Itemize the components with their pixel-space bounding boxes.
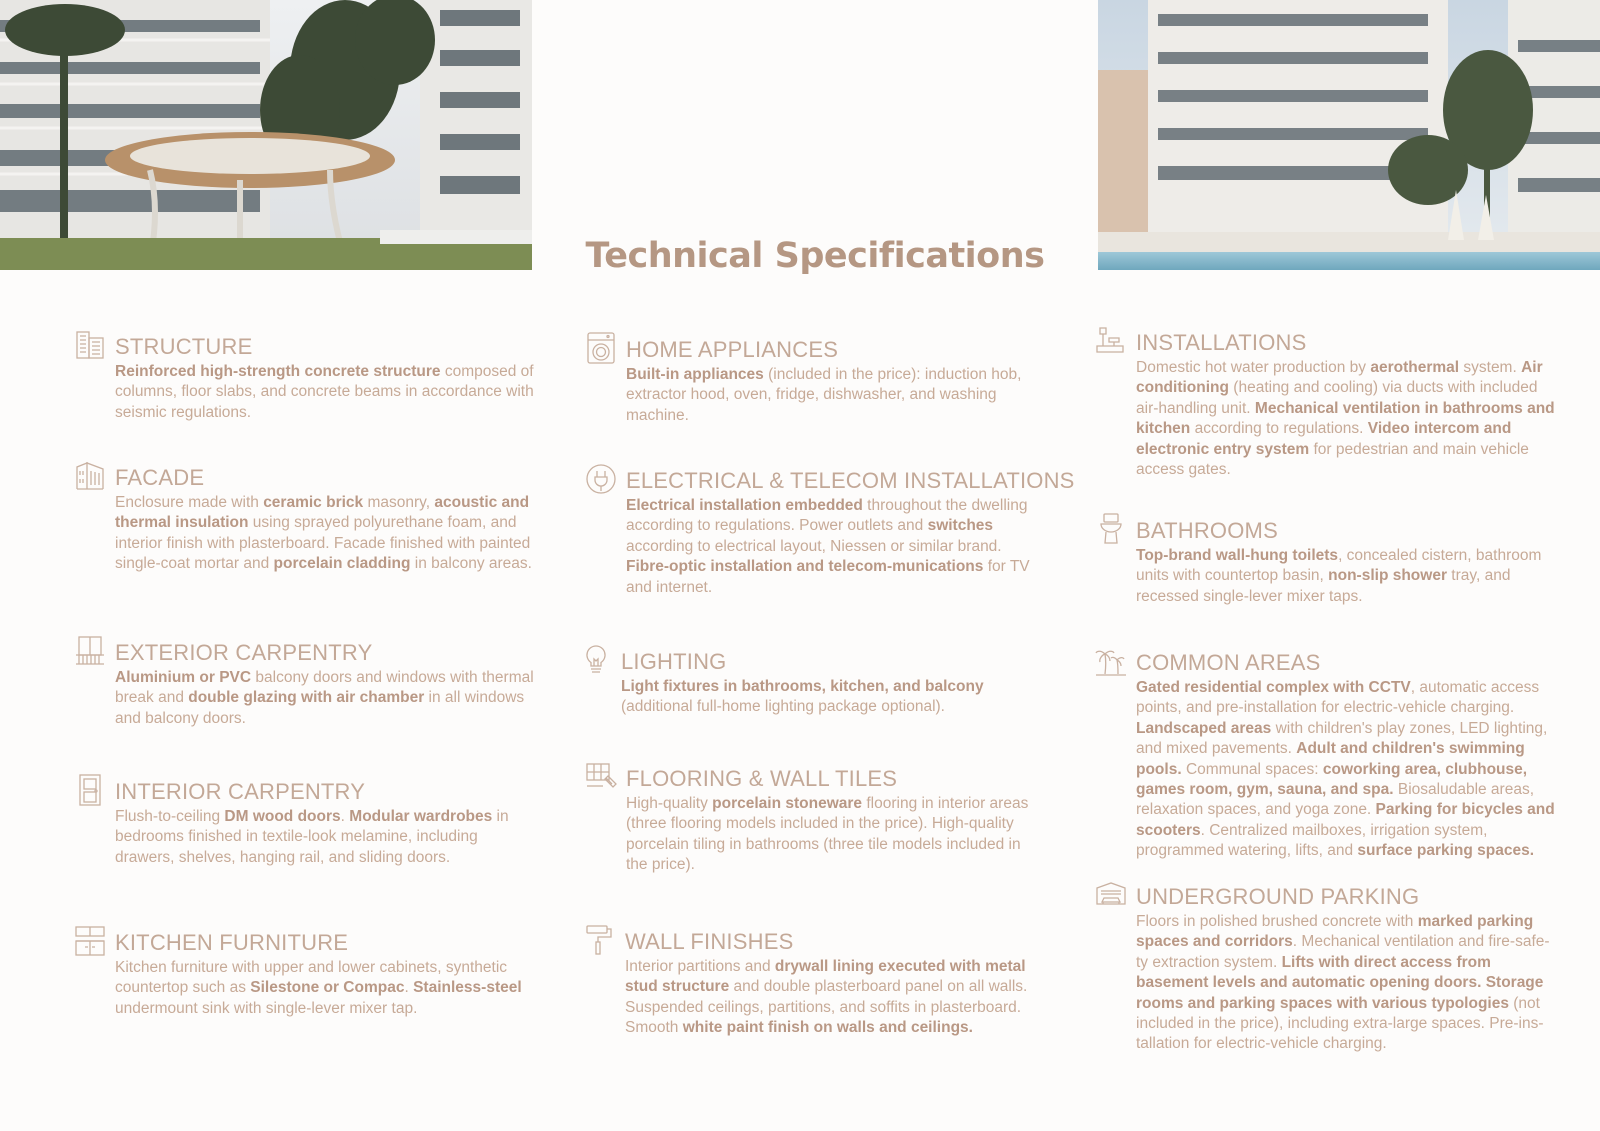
body-text: for TV and internet. xyxy=(626,558,1030,596)
body-emphasis: Landscaped areas xyxy=(1136,719,1272,737)
body-text: in all windows and balcony doors. xyxy=(115,689,525,727)
body-text: . xyxy=(404,979,414,997)
tiles-icon xyxy=(584,760,618,794)
section-body xyxy=(1136,678,1556,862)
body-emphasis: Silestone or Compac xyxy=(250,979,405,997)
section-installations xyxy=(1136,330,1556,480)
section-exterior-carpentry xyxy=(115,640,535,729)
body-text: (not included in the price), including extra-large spaces. Pre-ins-tallation for electric-vehicle charging. xyxy=(1136,994,1544,1053)
section-body xyxy=(1136,912,1556,1055)
section-title: ELECTRICAL & TELECOM INSTALLATIONS xyxy=(626,468,1075,493)
body-text: for pedestrian and main vehicle access gates. xyxy=(1136,440,1529,479)
section-body xyxy=(626,794,1046,876)
section-lighting xyxy=(621,649,1041,718)
body-emphasis: Mechanical ventilation in bathrooms and kitchen xyxy=(1136,399,1555,438)
section-home-appliances xyxy=(626,337,1046,426)
section-bathrooms xyxy=(1136,518,1556,607)
body-emphasis: Lifts with direct access from basement levels and automatic opening doors. Storage rooms and parking spaces with various typologies xyxy=(1136,953,1544,1012)
toilet-icon xyxy=(1094,512,1128,546)
section-title: INTERIOR CARPENTRY xyxy=(115,779,366,804)
pipes-icon xyxy=(1094,324,1128,358)
building-photo-left xyxy=(0,0,532,270)
section-interior-carpentry xyxy=(115,779,535,868)
body-emphasis: double glazing with air chamber xyxy=(188,689,425,707)
body-text: . Mechanical ventilation and fire-safe-ty extraction system. xyxy=(1136,933,1550,971)
body-emphasis: Aluminium or PVC xyxy=(115,669,252,686)
body-text: composed of columns, floor slabs, and concrete beams in accordance with seismic regulations. xyxy=(115,363,534,421)
page-title: Technical Specifications xyxy=(585,236,1045,276)
section-title: INSTALLATIONS xyxy=(1136,330,1307,355)
body-emphasis: Air conditioning xyxy=(1136,359,1543,397)
section-electrical xyxy=(626,468,1075,598)
section-title: HOME APPLIANCES xyxy=(626,337,839,362)
section-title: STRUCTURE xyxy=(115,334,253,359)
section-body xyxy=(626,365,1046,426)
body-emphasis: Gated residential complex with CCTV xyxy=(1136,679,1411,696)
section-body xyxy=(115,807,535,868)
body-text: masonry, xyxy=(363,494,435,511)
section-title: COMMON AREAS xyxy=(1136,650,1321,675)
body-emphasis: non-slip shower xyxy=(1328,567,1447,585)
section-facade xyxy=(115,465,535,575)
body-emphasis: marked parking spaces and corridors xyxy=(1136,913,1534,951)
body-emphasis: drywall lining executed with metal stud structure xyxy=(625,958,1026,996)
body-emphasis: acoustic and thermal insulation xyxy=(115,494,530,532)
body-emphasis: Fibre-optic installation and telecom-munications xyxy=(626,558,984,576)
body-text: High-quality xyxy=(626,795,713,812)
section-body xyxy=(115,493,535,575)
section-body xyxy=(626,496,1046,598)
body-emphasis: Top-brand wall-hung toilets xyxy=(1136,547,1339,564)
section-structure xyxy=(115,334,535,423)
section-title: KITCHEN FURNITURE xyxy=(115,930,349,955)
body-emphasis: Adult and children's swimming pools. xyxy=(1136,740,1525,778)
section-body xyxy=(115,958,535,1019)
body-text: Interior partitions and xyxy=(625,958,775,975)
body-text: . Centralized mailboxes, irrigation system, programmed watering, lifts, and xyxy=(1136,821,1488,860)
body-text: , automatic access points, and pre-installation for electric-vehicle charging. xyxy=(1136,679,1540,717)
body-text: according to electrical layout, Niessen or similar brand. xyxy=(626,537,1002,555)
body-text: Floors in polished brushed concrete with xyxy=(1136,913,1418,930)
section-common-areas xyxy=(1136,650,1556,862)
door-icon xyxy=(73,773,107,807)
body-text: (included in the price): induction hob, extractor hood, oven, fridge, dishwasher, and washing machine. xyxy=(626,366,1022,424)
section-body xyxy=(1136,358,1556,480)
section-title: UNDERGROUND PARKING xyxy=(1136,884,1420,909)
section-title: EXTERIOR CARPENTRY xyxy=(115,640,373,665)
body-text: in bedrooms finished in textile-look melamine, including drawers, shelves, hanging rail, and sliding doors. xyxy=(115,808,509,866)
body-text: Enclosure made with xyxy=(115,494,264,511)
body-emphasis: white paint finish on walls and ceilings. xyxy=(682,1019,973,1037)
body-emphasis: coworking area, clubhouse, games room, gym, sauna, and spa. xyxy=(1136,760,1528,799)
section-title: LIGHTING xyxy=(621,649,727,674)
section-title: WALL FINISHES xyxy=(625,929,794,954)
section-body xyxy=(621,677,1041,718)
body-text: flooring in interior areas (three flooring models included in the price). High-quality porcelain tiling in bathrooms (three tile models included in the price). xyxy=(626,795,1029,874)
building-grid-icon xyxy=(73,328,107,362)
body-text: undermount sink with single-lever mixer tap. xyxy=(115,999,418,1017)
section-title: FLOORING & WALL TILES xyxy=(626,766,898,791)
body-emphasis: Stainless-steel xyxy=(413,979,522,997)
body-text: balcony doors and windows with thermal break and xyxy=(115,669,534,707)
light-bulb-icon xyxy=(579,643,613,677)
section-title: FACADE xyxy=(115,465,205,490)
facade-icon xyxy=(73,459,107,493)
body-emphasis: Video intercom and electronic entry system xyxy=(1136,420,1512,458)
body-text: Flush-to-ceiling xyxy=(115,808,225,825)
body-emphasis: DM wood doors xyxy=(224,808,341,825)
body-text: in balcony areas. xyxy=(410,555,532,573)
kitchen-cabinet-icon xyxy=(73,924,107,958)
body-text: Domestic hot water production by xyxy=(1136,359,1371,376)
body-emphasis: Electrical installation embedded xyxy=(626,497,863,514)
body-emphasis: ceramic brick xyxy=(263,494,364,511)
body-text: according to regulations. xyxy=(1190,420,1368,438)
body-emphasis: aerothermal xyxy=(1370,359,1460,376)
body-text: Biosaludable areas, relaxation spaces, and yoga zone. xyxy=(1136,781,1535,819)
balcony-door-icon xyxy=(73,634,107,668)
section-kitchen-furniture xyxy=(115,930,535,1019)
section-flooring xyxy=(626,766,1046,876)
power-plug-icon xyxy=(584,462,618,496)
body-emphasis: Parking for bicycles and scooters xyxy=(1136,801,1555,839)
section-body xyxy=(1136,546,1556,607)
body-text: system. xyxy=(1459,359,1522,376)
body-emphasis: surface parking spaces. xyxy=(1357,842,1535,860)
body-text: with children's play zones, LED lighting, and mixed pavements. xyxy=(1136,719,1548,758)
body-text: using sprayed polyurethane foam, and interior finish with plasterboard. Facade finished with painted single-coat mortar and xyxy=(115,514,531,573)
garage-car-icon xyxy=(1094,878,1128,912)
body-emphasis: Built-in appliances xyxy=(626,366,764,383)
body-text: Kitchen furniture with upper and lower cabinets, synthetic countertop such as xyxy=(115,959,508,997)
washing-machine-icon xyxy=(584,331,618,365)
body-text: tray, and recessed single-lever mixer taps. xyxy=(1136,567,1511,605)
body-text: , concealed cistern, bathroom units with countertop basin, xyxy=(1136,547,1542,585)
section-body xyxy=(625,957,1045,1039)
body-emphasis: Modular wardrobes xyxy=(349,808,493,825)
section-underground-parking xyxy=(1136,884,1556,1055)
body-emphasis: porcelain stoneware xyxy=(712,795,863,812)
paint-roller-icon xyxy=(583,923,617,957)
body-text: (heating and cooling) via ducts with included air-handling unit. xyxy=(1136,379,1538,417)
body-emphasis: Reinforced high-strength concrete structure xyxy=(115,363,441,380)
building-photo-right xyxy=(1098,0,1600,270)
section-body xyxy=(115,362,535,423)
body-text: (additional full-home lighting package optional). xyxy=(621,698,945,716)
body-text: and double plasterboard panel on all walls. Suspended ceilings, partitions, and soffits in plasterboard. Smooth xyxy=(625,978,1028,1037)
palm-trees-icon xyxy=(1094,644,1128,678)
section-body xyxy=(115,668,535,729)
body-emphasis: switches xyxy=(927,517,994,535)
body-text: . xyxy=(340,808,350,825)
body-text: throughout the dwelling according to regulations. Power outlets and xyxy=(626,497,1028,535)
body-text: Communal spaces: xyxy=(1181,760,1323,778)
body-emphasis: Light fixtures in bathrooms, kitchen, and balcony xyxy=(621,678,984,695)
section-wall-finishes xyxy=(625,929,1045,1039)
section-title: BATHROOMS xyxy=(1136,518,1278,543)
body-emphasis: porcelain cladding xyxy=(273,555,411,573)
